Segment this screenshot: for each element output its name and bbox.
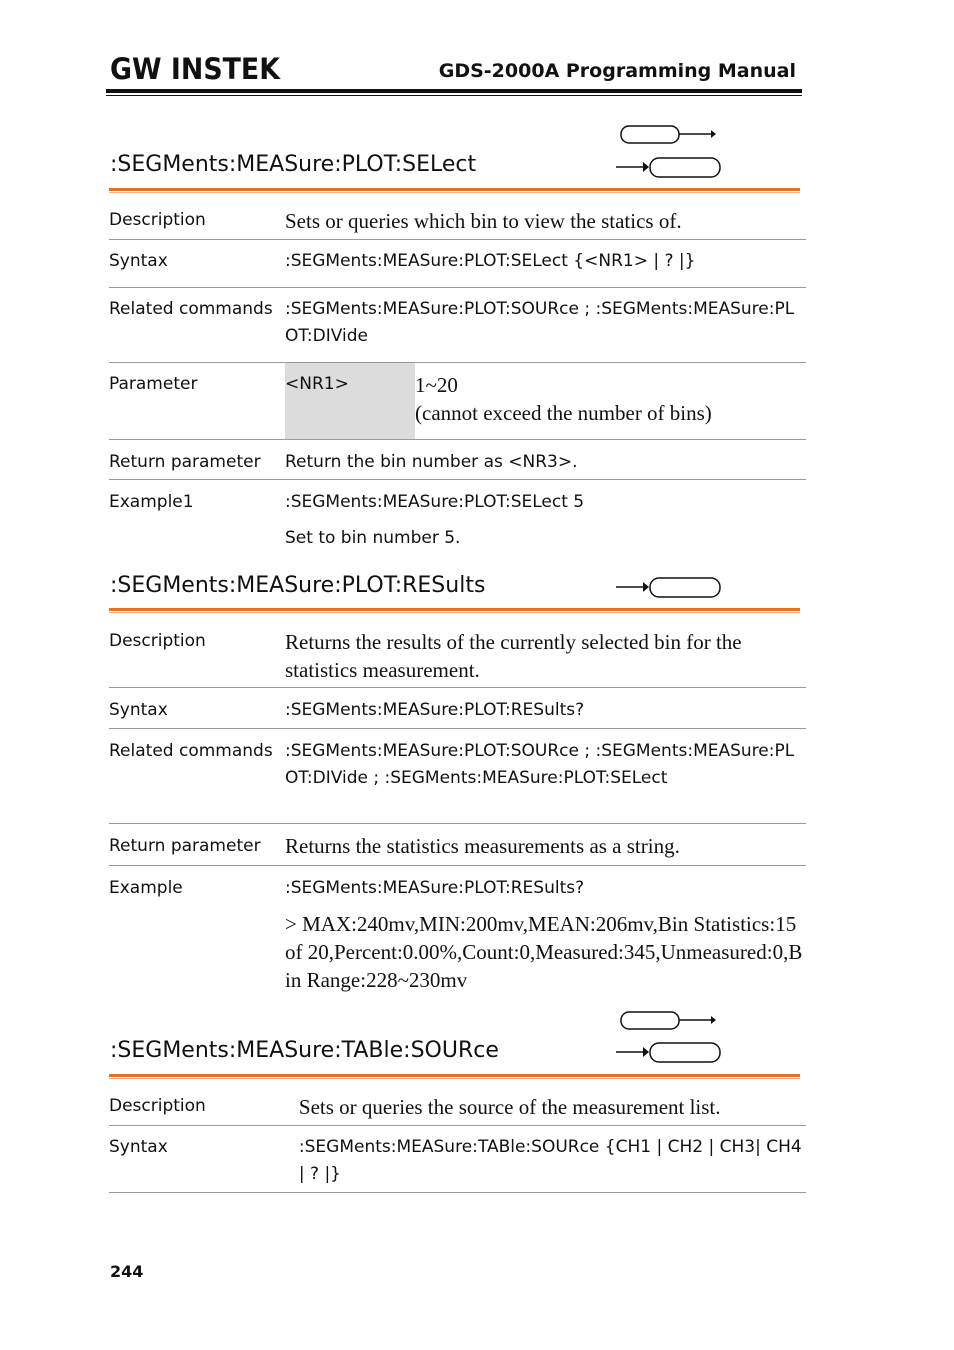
example-content [285, 480, 806, 553]
row-label: Syntax [109, 1126, 299, 1193]
row-label: Example [109, 878, 183, 898]
related-text: :SEGMents:MEASure:PLOT:SOURce ; :SEGMents:MEASure:PLOT:DIVide [285, 288, 806, 363]
header-rule-thin [106, 95, 802, 96]
syntax-row [109, 688, 806, 729]
related-row [109, 288, 806, 363]
return-text: Return the bin number as <NR3>. [285, 440, 806, 480]
command-table [109, 207, 806, 552]
example-result: > MAX:240mv,MIN:200mv,MEAN:206mv,Bin Statistics:15 of 20,Percent:0.00%,Count:0,Measured:345,Unmeasured:0,Bin Range:228~230mv [285, 912, 803, 992]
example-row [109, 866, 806, 995]
return-row [109, 824, 806, 866]
syntax-text: :SEGMents:MEASure:PLOT:SELect {<NR1> | ? |} [285, 240, 806, 288]
description-text: Sets or queries the source of the measurement list. [299, 1093, 806, 1126]
row-label: Return parameter [109, 824, 285, 866]
section-title: :SEGMents:MEASure:TABle:SOURce [110, 1038, 499, 1063]
example-command: :SEGMents:MEASure:PLOT:SELect 5 [285, 492, 585, 512]
related-row [109, 729, 806, 824]
section-underline-shadow [109, 612, 800, 613]
parameter-note: (cannot exceed the number of bins) [415, 401, 712, 425]
section-underline [109, 608, 800, 611]
parameter-row [109, 363, 806, 440]
logo-text: GW INSTEK [110, 52, 282, 84]
description-text: Sets or queries which bin to view the statics of. [285, 207, 806, 240]
gw-instek-logo [110, 52, 282, 84]
command-table [109, 628, 806, 994]
row-label: Syntax [109, 688, 285, 729]
row-label: Description [109, 628, 285, 688]
manual-title: GDS-2000A Programming Manual [438, 60, 796, 82]
page-number: 244 [110, 1262, 144, 1281]
section-underline [109, 188, 800, 191]
return-row [109, 440, 806, 480]
description-row [109, 628, 806, 688]
syntax-text: :SEGMents:MEASure:PLOT:RESults? [285, 688, 806, 729]
section-underline [109, 1074, 800, 1077]
row-label: Parameter [109, 363, 285, 440]
query-icon [614, 156, 722, 180]
description-row [109, 1093, 806, 1126]
related-text: :SEGMents:MEASure:PLOT:SOURce ; :SEGMents:MEASure:PLOT:DIVide ; :SEGMents:MEASure:PLOT:SELect [285, 729, 806, 824]
row-label: Syntax [109, 240, 285, 288]
syntax-row [109, 240, 806, 288]
example-note: Set to bin number 5. [285, 528, 461, 548]
return-text: Returns the statistics measurements as a string. [285, 824, 806, 866]
example-command: :SEGMents:MEASure:PLOT:RESults? [285, 878, 585, 898]
section-title: :SEGMents:MEASure:PLOT:SELect [110, 152, 477, 177]
row-label: Related commands [109, 288, 285, 363]
query-icon [614, 1041, 722, 1065]
header-rule [106, 89, 802, 93]
set-icon [617, 1010, 717, 1030]
row-label: Description [109, 1093, 299, 1126]
description-text: Returns the results of the currently selected bin for the statistics measurement. [285, 628, 806, 688]
parameter-range: 1~20 [415, 373, 458, 397]
row-label: Example1 [109, 492, 194, 512]
row-label: Description [109, 207, 285, 240]
description-row [109, 207, 806, 240]
parameter-value [415, 363, 806, 440]
command-table [109, 1093, 806, 1193]
section-underline-shadow [109, 192, 800, 193]
query-icon [614, 576, 722, 600]
section-title: :SEGMents:MEASure:PLOT:RESults [110, 573, 486, 598]
set-icon [617, 124, 717, 144]
row-label: Return parameter [109, 440, 285, 480]
parameter-key: <NR1> [285, 363, 415, 440]
syntax-text: :SEGMents:MEASure:TABle:SOURce {CH1 | CH2 | CH3| CH4 | ? |} [299, 1126, 806, 1193]
example-row [109, 480, 806, 553]
section-underline-shadow [109, 1078, 800, 1079]
example-content [285, 866, 806, 995]
syntax-row [109, 1126, 806, 1193]
row-label: Related commands [109, 729, 285, 824]
